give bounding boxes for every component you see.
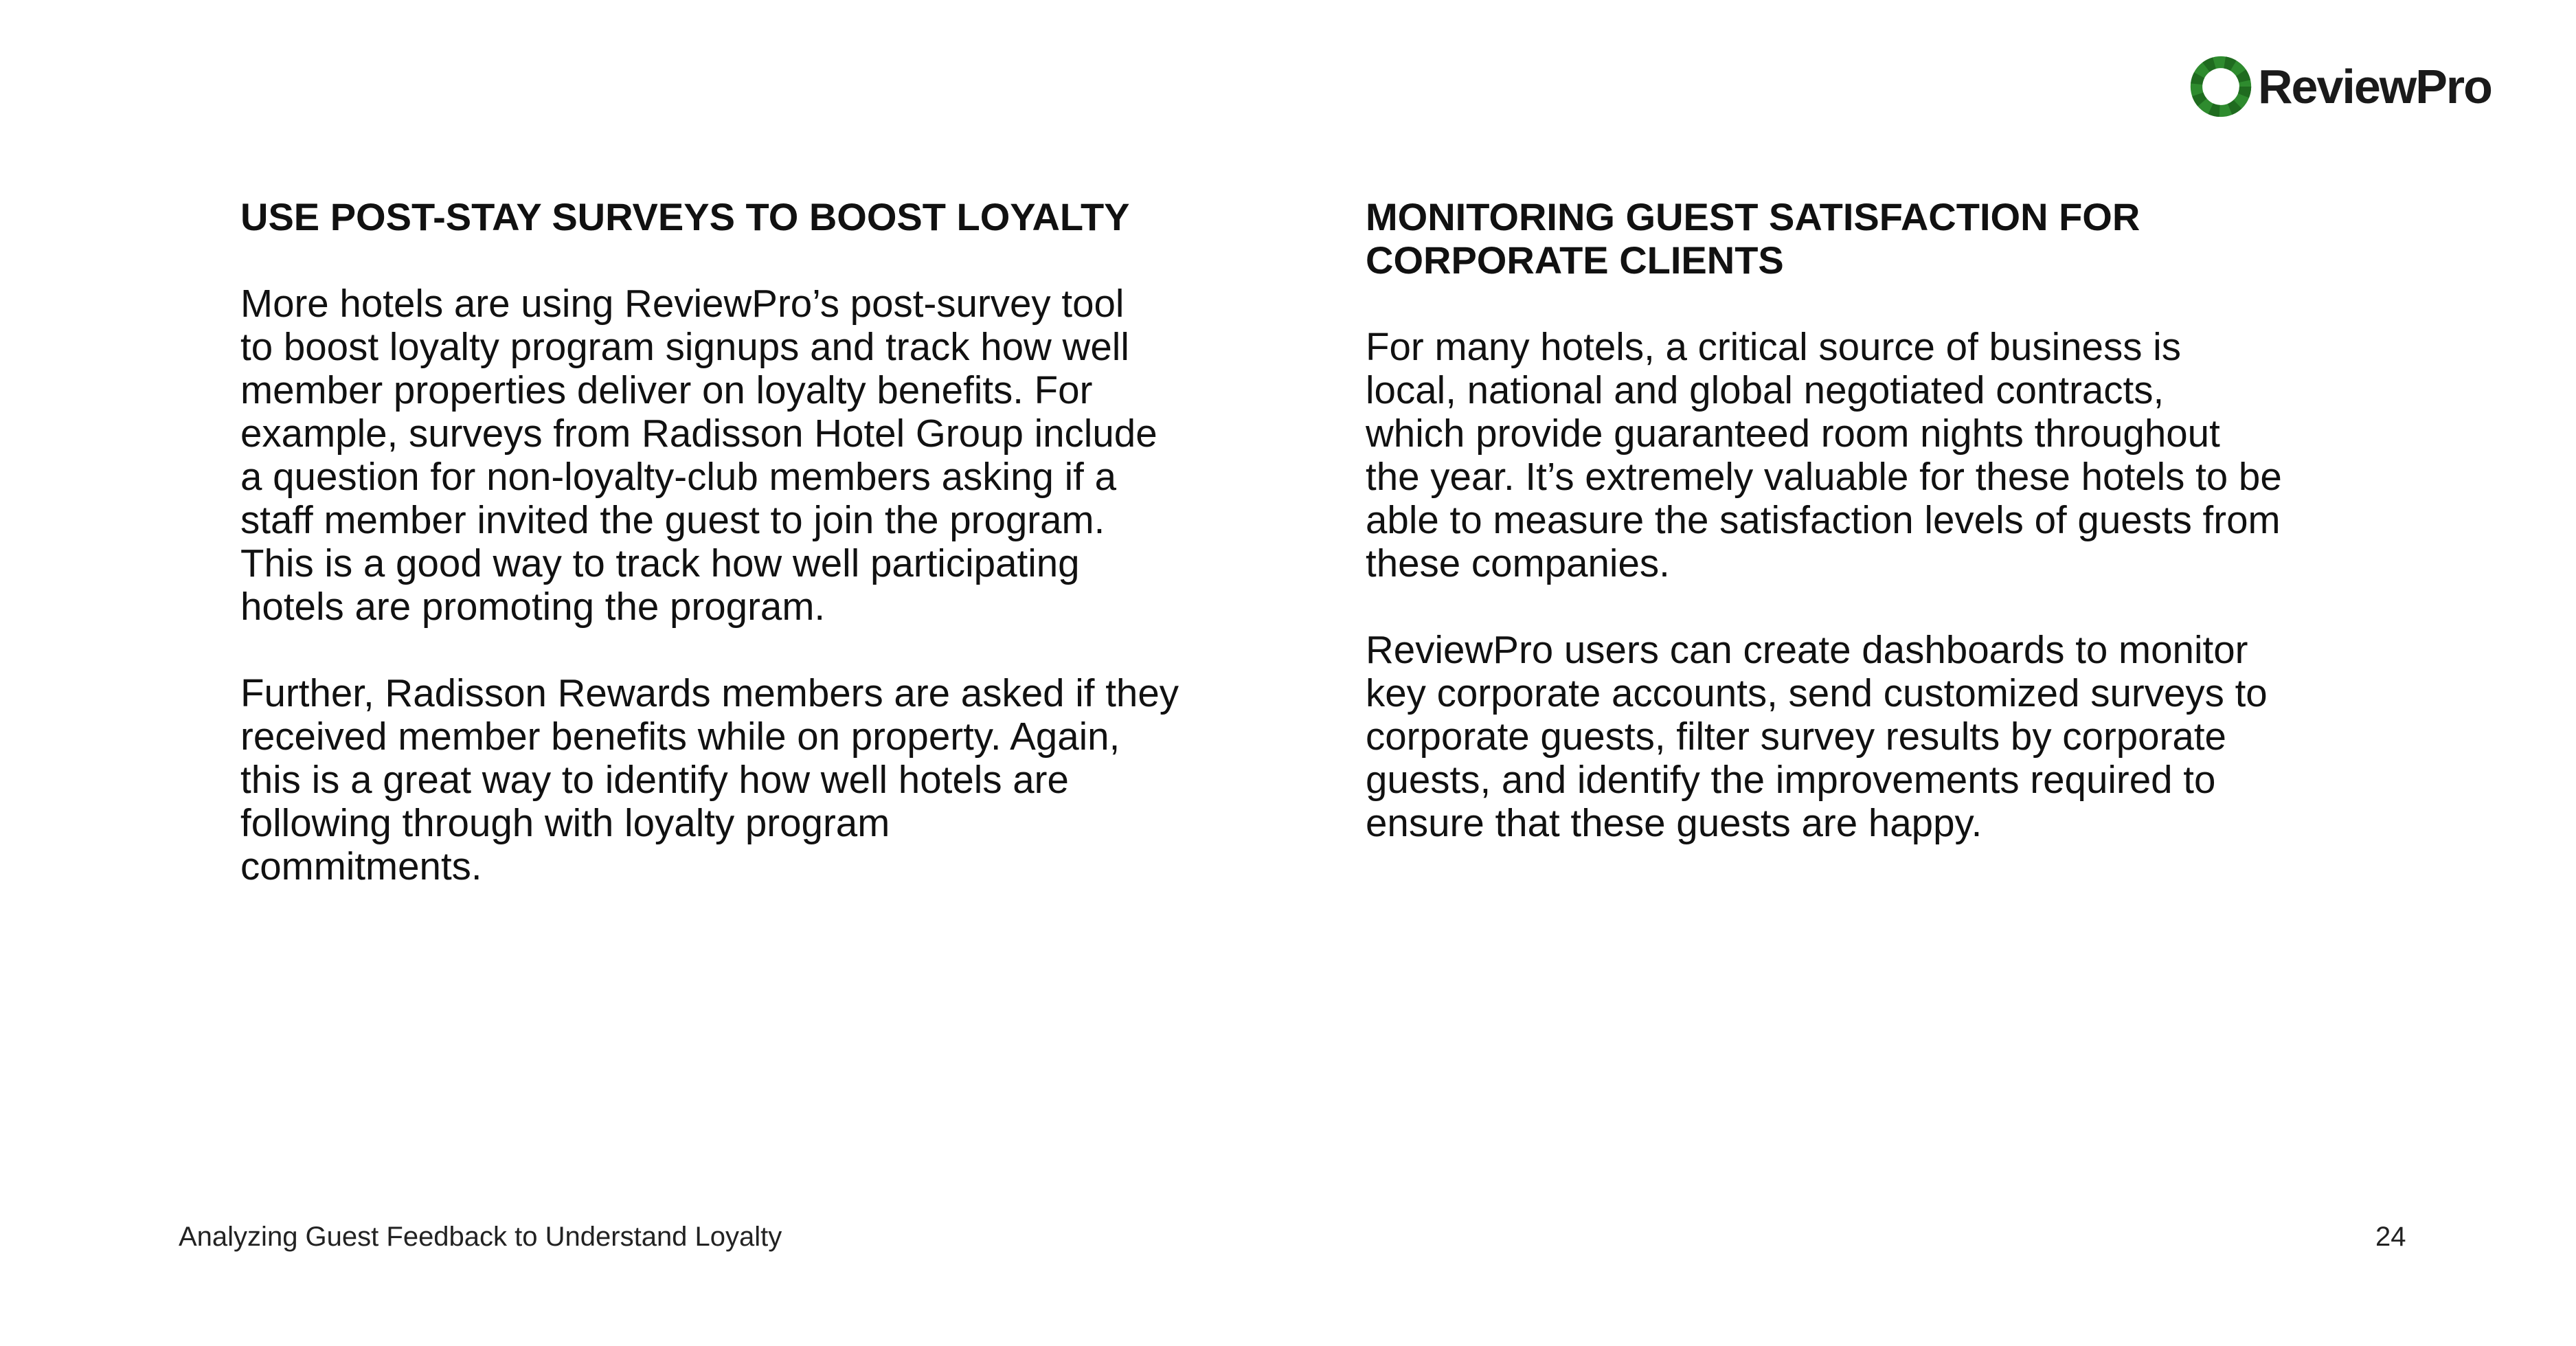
logo-wordmark: ReviewPro xyxy=(2258,60,2492,113)
left-paragraph-1: More hotels are using ReviewPro’s post-survey tool to boost loyalty program signups and track how well member properties deliver on loyalty benefits. For example, surveys from Radisson Hotel Group include a question for non-loyalty-club members asking if a staff member invited the guest to join the program. This is a good way to track how well participating hotels are promoting the program. xyxy=(240,282,1157,628)
footer-document-title: Analyzing Guest Feedback to Understand Loyalty xyxy=(179,1222,782,1252)
reviewpro-ring-icon xyxy=(2188,54,2254,120)
reviewpro-logo xyxy=(2188,52,2492,121)
left-section-heading: USE POST-STAY SURVEYS TO BOOST LOYALTY xyxy=(240,195,1130,238)
right-paragraph-1: For many hotels, a critical source of business is local, national and global negotiated contracts, which provide guaranteed room nights throughout the year. It’s extremely valuable for these hotels to be able to measure the satisfaction levels of guests from these companies. xyxy=(1366,325,2282,585)
right-paragraph-2: ReviewPro users can create dashboards to monitor key corporate accounts, send customized surveys to corporate guests, filter survey results by corporate guests, and identify the improvements required to ensure that these guests are happy. xyxy=(1366,628,2268,844)
page-number: 24 xyxy=(2375,1222,2406,1252)
right-section-heading: MONITORING GUEST SATISFACTION FOR CORPORATE CLIENTS xyxy=(1366,195,2140,282)
right-column xyxy=(1366,195,2396,844)
left-column xyxy=(240,195,1271,888)
left-paragraph-2: Further, Radisson Rewards members are asked if they received member benefits while on property. Again, this is a great way to identify how well hotels are following through with loyalty program commitments. xyxy=(240,671,1179,888)
